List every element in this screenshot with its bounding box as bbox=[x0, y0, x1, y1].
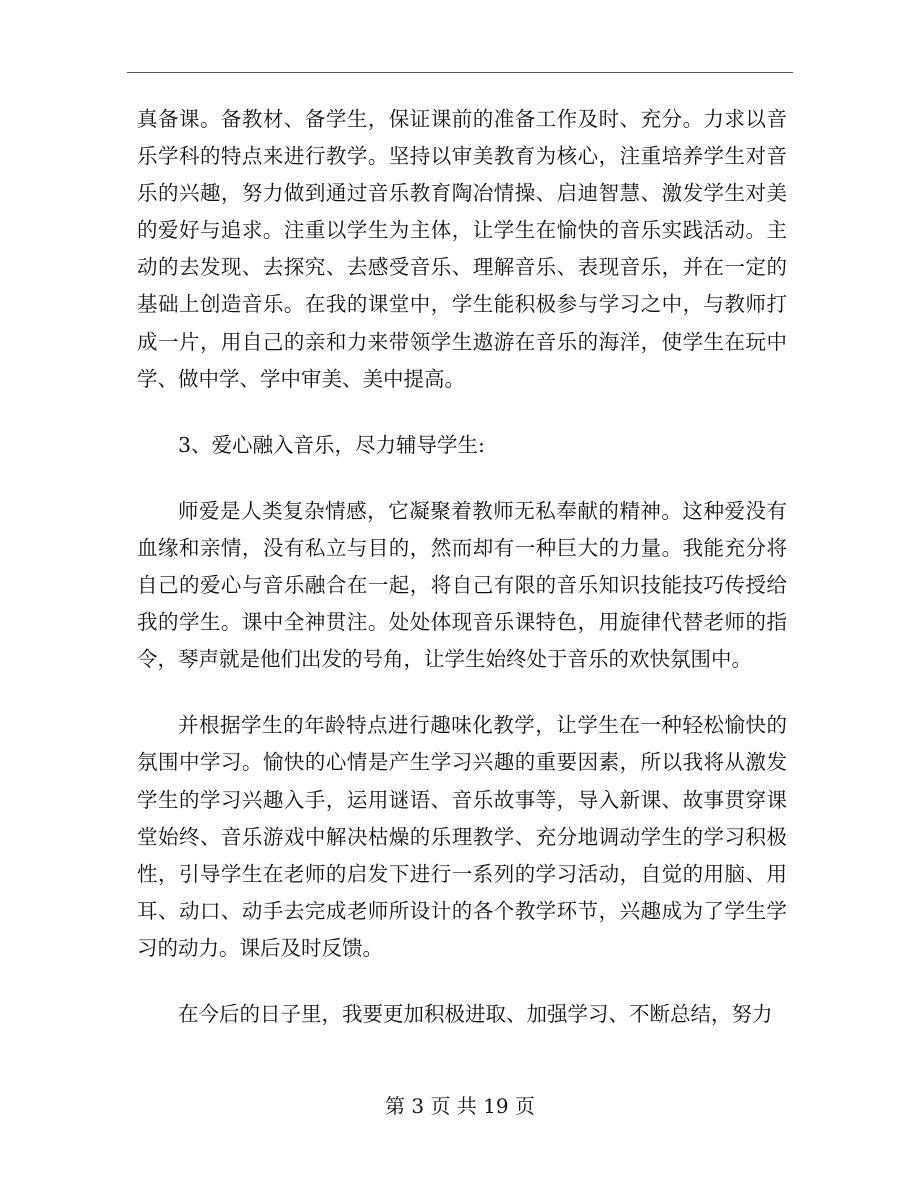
page-footer: 第 3 页 共 19 页 bbox=[385, 1094, 535, 1118]
section-heading: 3、爱心融入音乐，尽力辅导学生: bbox=[178, 432, 485, 457]
paragraph-4: 在今后的日子里，我要更加积极进取、加强学习、不断总结，努力 bbox=[178, 1001, 773, 1026]
paragraph-3: 并根据学生的年龄特点进行趣味化教学，让学生在一种轻松愉快的氛围中学习。愉快的心情是产生学习兴趣的重要因素，所以我将从激发学生的学习兴趣入手，运用谜语、音乐故事等，导入新课、故事贯穿课堂始终、音乐游戏中解决枯燥的乐理教学、充分地调动学生的学习积极性，引导学生在老师的启发下进行一系列的学习活动，自觉的用脑、用耳、动口、动手去完成老师所设计的各个教学环节，兴趣成为了学生学习的动力。课后及时反馈。 bbox=[137, 713, 787, 960]
paragraph-2: 师爱是人类复杂情感，它凝聚着教师无私奉献的精神。这种爱没有血缘和亲情，没有私立与目的，然而却有一种巨大的力量。我能充分将自己的爱心与音乐融合在一起，将自己有限的音乐知识技能技巧传授给我的学生。课中全神贯注。处处体现音乐课特色，用旋律代替老师的指令，琴声就是他们出发的号角，让学生始终处于音乐的欢快氛围中。 bbox=[137, 498, 787, 672]
document-body bbox=[137, 101, 787, 1033]
header-rule bbox=[127, 72, 793, 73]
paragraph-1: 真备课。备教材、备学生，保证课前的准备工作及时、充分。力求以音乐学科的特点来进行教学。坚持以审美教育为核心，注重培养学生对音乐的兴趣，努力做到通过音乐教育陶冶情操、启迪智慧、激发学生对美的爱好与追求。注重以学生为主体，让学生在愉快的音乐实践活动。主动的去发现、去探究、去感受音乐、理解音乐、表现音乐，并在一定的基础上创造音乐。在我的课堂中，学生能积极参与学习之中，与教师打成一片，用自己的亲和力来带领学生遨游在音乐的海洋，使学生在玩中学、做中学、学中审美、美中提高。 bbox=[137, 107, 787, 391]
